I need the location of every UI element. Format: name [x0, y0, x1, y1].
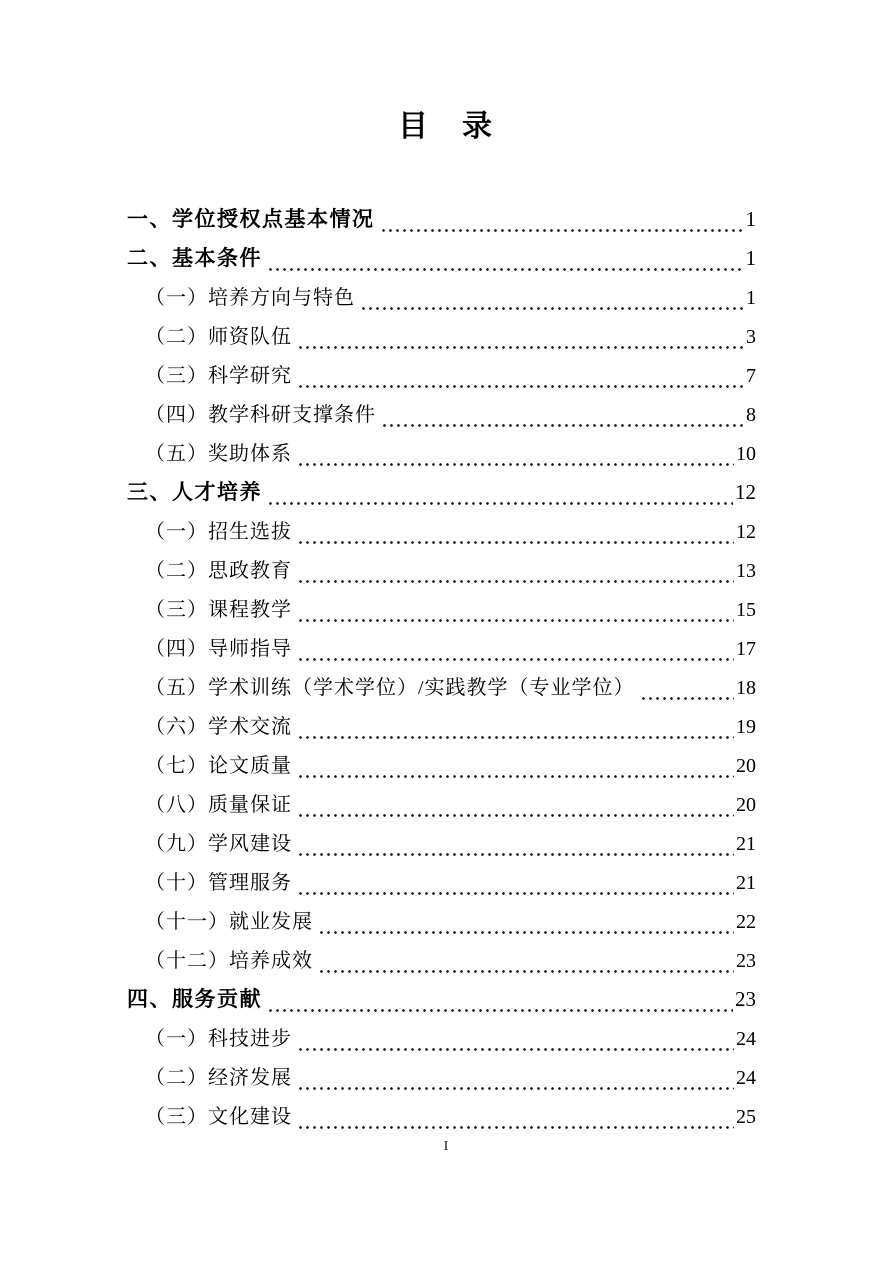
toc-entry-label: （三）科学研究	[145, 365, 292, 387]
toc-entry-page-number: 12	[736, 521, 756, 543]
toc-entry-label: （五）奖助体系	[145, 443, 292, 465]
page-title: 目 录	[398, 110, 494, 143]
toc-entry-page-number: 8	[746, 404, 756, 426]
dot-leader	[297, 579, 734, 584]
toc-list	[127, 203, 756, 1139]
toc-entry-label: 三、人才培养	[127, 481, 262, 504]
toc-entry[interactable]	[127, 359, 756, 398]
toc-entry-page-number: 22	[736, 911, 756, 933]
toc-entry-page-number: 19	[736, 716, 756, 738]
dot-leader	[297, 1047, 734, 1052]
dot-leader	[297, 1086, 734, 1091]
toc-entry[interactable]	[127, 866, 756, 905]
toc-entry[interactable]	[127, 398, 756, 437]
toc-entry[interactable]	[127, 1100, 756, 1139]
toc-entry-label: （七）论文质量	[145, 755, 292, 777]
dot-leader	[360, 306, 744, 311]
dot-leader	[297, 774, 734, 779]
toc-entry-label: （十二）培养成效	[145, 950, 313, 972]
toc-entry[interactable]	[127, 788, 756, 827]
toc-entry-page-number: 1	[746, 287, 756, 309]
toc-entry[interactable]	[127, 242, 756, 281]
dot-leader	[381, 423, 744, 428]
toc-entry[interactable]	[127, 632, 756, 671]
dot-leader	[318, 969, 734, 974]
toc-entry-page-number: 13	[736, 560, 756, 582]
toc-entry-page-number: 20	[736, 755, 756, 777]
toc-entry-label: （五）学术训练（学术学位）/实践教学（专业学位）	[145, 677, 635, 699]
toc-entry-page-number: 25	[736, 1106, 756, 1128]
toc-entry[interactable]	[127, 203, 756, 242]
toc-entry-label: （三）课程教学	[145, 599, 292, 621]
dot-leader	[297, 462, 734, 467]
toc-entry-label: （十）管理服务	[145, 872, 292, 894]
toc-entry[interactable]	[127, 1022, 756, 1061]
toc-entry[interactable]	[127, 593, 756, 632]
toc-entry-label: （二）思政教育	[145, 560, 292, 582]
toc-entry-page-number: 12	[735, 480, 756, 504]
dot-leader	[297, 345, 744, 350]
dot-leader	[297, 618, 734, 623]
toc-entry-label: 二、基本条件	[127, 247, 262, 270]
toc-entry-page-number: 20	[736, 794, 756, 816]
toc-entry-label: （十一）就业发展	[145, 911, 313, 933]
dot-leader	[297, 657, 734, 662]
dot-leader	[297, 813, 734, 818]
toc-entry-page-number: 7	[746, 365, 756, 387]
toc-entry[interactable]	[127, 281, 756, 320]
toc-entry[interactable]	[127, 671, 756, 710]
toc-entry-label: （二）师资队伍	[145, 326, 292, 348]
toc-entry[interactable]	[127, 320, 756, 359]
toc-entry[interactable]	[127, 554, 756, 593]
toc-entry-label: 一、学位授权点基本情况	[127, 208, 375, 231]
dot-leader	[297, 540, 734, 545]
toc-entry[interactable]	[127, 983, 756, 1022]
toc-entry-page-number: 23	[735, 987, 756, 1011]
toc-entry-label: （四）教学科研支撑条件	[145, 404, 376, 426]
toc-entry-label: （三）文化建设	[145, 1106, 292, 1128]
toc-entry-page-number: 3	[746, 326, 756, 348]
dot-leader	[380, 228, 744, 233]
dot-leader	[640, 696, 734, 701]
toc-entry-page-number: 10	[736, 443, 756, 465]
toc-entry-page-number: 24	[736, 1067, 756, 1089]
toc-entry-page-number: 17	[736, 638, 756, 660]
toc-entry-label: （一）培养方向与特色	[145, 287, 355, 309]
toc-entry-label: 四、服务贡献	[127, 988, 262, 1011]
toc-entry[interactable]	[127, 476, 756, 515]
toc-entry-page-number: 1	[745, 246, 756, 270]
toc-entry-label: （二）经济发展	[145, 1067, 292, 1089]
dot-leader	[267, 501, 733, 506]
toc-entry-page-number: 1	[745, 207, 756, 231]
dot-leader	[318, 930, 734, 935]
toc-entry-label: （四）导师指导	[145, 638, 292, 660]
toc-entry-label: （九）学风建设	[145, 833, 292, 855]
toc-entry-page-number: 21	[736, 872, 756, 894]
toc-entry[interactable]	[127, 710, 756, 749]
toc-entry[interactable]	[127, 905, 756, 944]
dot-leader	[267, 267, 744, 272]
dot-leader	[267, 1008, 733, 1013]
toc-entry[interactable]	[127, 944, 756, 983]
toc-entry-page-number: 18	[736, 677, 756, 699]
toc-entry-label: （八）质量保证	[145, 794, 292, 816]
dot-leader	[297, 384, 744, 389]
toc-entry[interactable]	[127, 437, 756, 476]
dot-leader	[297, 891, 734, 896]
dot-leader	[297, 1125, 734, 1130]
toc-entry-label: （六）学术交流	[145, 716, 292, 738]
dot-leader	[297, 852, 734, 857]
page-number-footer: I	[443, 1139, 449, 1154]
toc-entry-page-number: 24	[736, 1028, 756, 1050]
toc-entry-label: （一）科技进步	[145, 1028, 292, 1050]
toc-entry[interactable]	[127, 515, 756, 554]
toc-entry[interactable]	[127, 827, 756, 866]
toc-entry-page-number: 21	[736, 833, 756, 855]
dot-leader	[297, 735, 734, 740]
toc-entry-page-number: 23	[736, 950, 756, 972]
toc-entry-label: （一）招生选拔	[145, 521, 292, 543]
toc-entry[interactable]	[127, 749, 756, 788]
toc-entry[interactable]	[127, 1061, 756, 1100]
toc-entry-page-number: 15	[736, 599, 756, 621]
